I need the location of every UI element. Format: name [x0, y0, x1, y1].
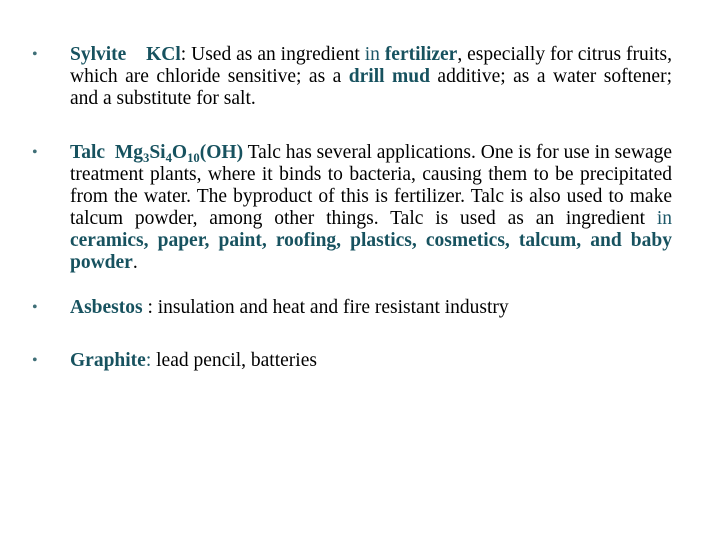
item-in-word: in	[364, 44, 380, 65]
item-keyword: drill mud	[348, 66, 430, 87]
formula-element: Si	[149, 142, 166, 163]
bullet-dot: •	[32, 352, 38, 369]
item-text: : Used as an ingredient	[180, 44, 365, 65]
bullet-dot: •	[32, 144, 38, 161]
item-title: Sylvite	[70, 44, 127, 65]
item-formula	[115, 142, 243, 163]
bullet-dot: •	[32, 46, 38, 63]
formula-subscript: 10	[187, 150, 200, 165]
list-item-sylvite	[32, 44, 672, 110]
item-text: additive; as a water softener; and a substitute for salt.	[70, 66, 673, 109]
formula-subscript: 3	[143, 150, 150, 165]
list-item-graphite	[32, 350, 672, 372]
formula-element: (OH)	[199, 142, 244, 163]
item-keywords: ceramics, paper, paint, roofing, plastics, cosmetics, talcum, and baby powder	[70, 230, 672, 273]
item-text: : insulation and heat and fire resistant industry	[142, 297, 509, 318]
bullet-dot: •	[32, 299, 38, 316]
item-title: Talc	[70, 142, 106, 163]
item-in-word: in	[656, 208, 672, 229]
item-body	[70, 142, 672, 274]
formula-element: Mg	[114, 142, 143, 163]
item-title: Asbestos	[70, 297, 143, 318]
item-text: .	[132, 252, 138, 273]
item-text: , especially for citrus fruits, which are chloride sensitive; as a	[70, 44, 673, 87]
formula-element: O	[171, 142, 188, 163]
item-text: lead pencil, batteries	[151, 350, 317, 371]
item-colon: :	[145, 350, 152, 371]
item-keyword: fertilizer	[384, 44, 458, 65]
item-formula: KCl	[146, 44, 181, 65]
item-body	[70, 44, 672, 110]
formula-subscript: 4	[165, 150, 172, 165]
list-item-talc	[32, 142, 672, 274]
item-body	[70, 297, 672, 319]
item-title: Graphite	[70, 350, 146, 371]
item-text: Talc has several applications. One is for use in sewage treatment plants, where it binds to bacteria, causing them to be precipitated from the water. The byproduct of this is fertilizer. Talc is also used to make talcum powder, among other things. Talc is used as an ingredient	[70, 142, 673, 229]
item-body	[70, 350, 672, 372]
list-item-asbestos	[32, 297, 672, 319]
